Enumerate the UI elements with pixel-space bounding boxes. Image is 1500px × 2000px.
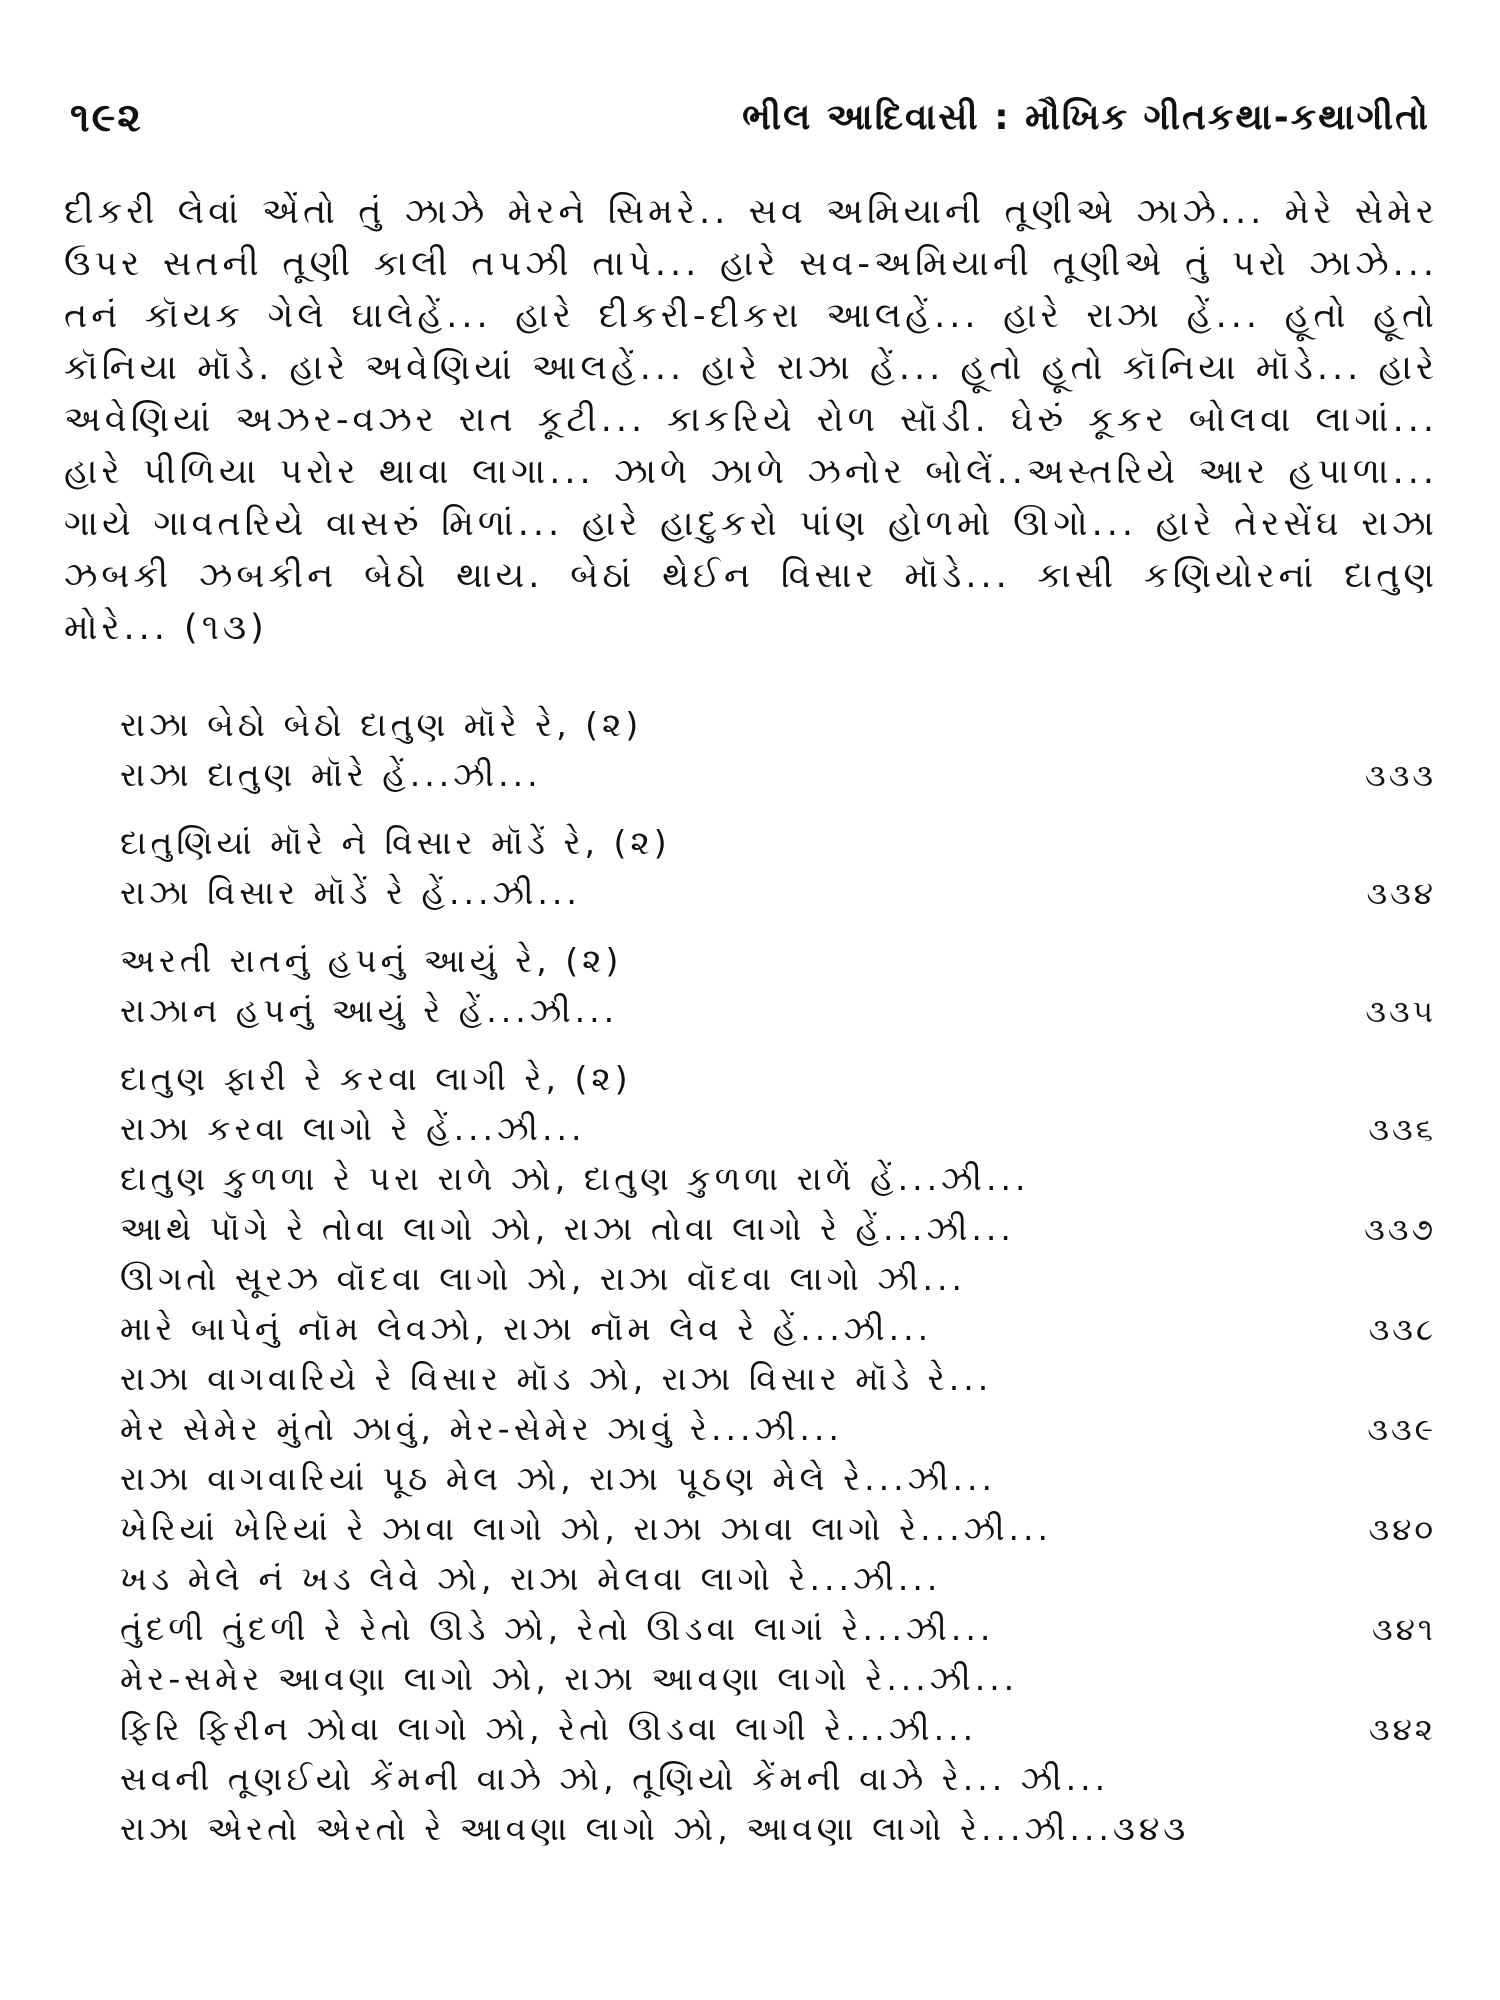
verse-text: સવની તૂણઈયો કેંમની વાઝે ઝો, તૂણિયો કેંમની વાઝે રે... ઝી... bbox=[120, 1759, 1110, 1798]
verse-line bbox=[120, 818, 1436, 868]
prose-paragraph: દીકરી લેવાં એંતો તું ઝાઝે મેરને સિમરે.. સવ અમિયાની તૂણીએ ઝાઝે... મેરે સેમેર ઉપર સતની તૂણી કાલી તપઝી તાપે... હારે સવ-અમિયાની તૂણીએ તું પરો ઝાઝે... તનં કૉયક ગેલે ઘાલેહેં... હારે દીકરી-દીકરા આલહેં... હારે રાઝા હેં... હૂતો હૂતો કૉનિયા મૉડે. હારે અવેણિયાં આલહેં... હારે રાઝા હેં... હૂતો હૂતો કૉનિયા મૉડે... હારે અવેણિયાં અઝર-વઝર રાત કૂટી... કાકરિયે રોળ સૉડી. ઘેરું કૂકર બોલવા લાગાં... હારે પીળિયા પરોર થાવા લાગા... ઝાળે ઝાળે ઝનોર બોલેં..અસ્તરિયે આર હપાળા... ગાયે ગાવતરિયે વાસરું મિળાં... હારે હાદુકરો પાંણ હોળમો ઊગો... હારે તેરસેંઘ રાઝા ઝબકી ઝબકીન બેઠો થાય. બેઠાં થેઈન વિસાર મૉડે... કાસી કણિયોરનાં દાતુણ મોરે... (૧૩) bbox=[64, 192, 1438, 648]
verse-text: તુંદળી તુંદળી રે રેતો ઊડે ઝો, રેતો ઊડવા લાગાં રે...ઝી... bbox=[120, 1609, 995, 1648]
verse-line bbox=[120, 1504, 1436, 1554]
verse-line bbox=[120, 1254, 1436, 1304]
page-number: ૧૯૨ bbox=[70, 95, 143, 141]
verse-line bbox=[120, 1104, 1436, 1154]
verse-number: ૩૩૩ bbox=[1365, 758, 1436, 794]
verse-line bbox=[120, 986, 1436, 1036]
verse-text: ફિરિ ફિરીન ઝોવા લાગો ઝો, રેતો ઊડવા લાગી રે...ઝી... bbox=[120, 1709, 978, 1748]
verse-text: રાઝા દાતુણ મૉરે હેં...ઝી... bbox=[120, 755, 542, 794]
verse-line bbox=[120, 1304, 1436, 1354]
verse-line bbox=[120, 1454, 1436, 1504]
verse-line bbox=[120, 1704, 1436, 1754]
verse-text: રાઝાન હપનું આયું રે હેં...ઝી... bbox=[120, 991, 619, 1030]
verse-text: ઊગતો સૂરઝ વૉદવા લાગો ઝો, રાઝા વૉદવા લાગો ઝી... bbox=[120, 1259, 966, 1298]
verse-text: રાઝા વાગવારિયે રે વિસાર મૉડ ઝો, રાઝા વિસાર મૉડે રે... bbox=[120, 1359, 993, 1398]
verse-number: ૩૩૬ bbox=[1368, 1112, 1436, 1148]
verse-line bbox=[120, 1804, 1436, 1854]
verse-number: ૩૩૮ bbox=[1368, 1312, 1436, 1348]
verse-line bbox=[120, 936, 1436, 986]
verse-number: ૩૪૧ bbox=[1371, 1612, 1436, 1648]
verse-text: દાતુણિયાં મૉરે ને વિસાર મૉડેં રે, (૨) bbox=[120, 823, 671, 862]
verse-text: મેર સેમેર મુંતો ઝાવું, મેર-સેમેર ઝાવું રે...ઝી... bbox=[120, 1409, 843, 1448]
verse-section bbox=[120, 700, 1436, 1854]
verse-text: દાતુણ ફારી રે કરવા લાગી રે, (૨) bbox=[120, 1059, 632, 1098]
verse-text: ખડ મેલે નં ખડ લેવે ઝો, રાઝા મેલવા લાગો રે...ઝી... bbox=[120, 1559, 942, 1598]
verse-text: આથે પૉગે રે તોવા લાગો ઝો, રાઝા તોવા લાગો રે હેં...ઝી... bbox=[120, 1209, 1015, 1248]
verse-text: મેર-સમેર આવણા લાગો ઝો, રાઝા આવણા લાગો રે...ઝી... bbox=[120, 1659, 1019, 1698]
page-header bbox=[70, 88, 1430, 148]
verse-line bbox=[120, 1404, 1436, 1454]
verse-line bbox=[120, 1054, 1436, 1104]
verse-text: રાઝા કરવા લાગો રે હેં...ઝી... bbox=[120, 1109, 586, 1148]
verse-line bbox=[120, 1654, 1436, 1704]
verse-line bbox=[120, 1204, 1436, 1254]
verse-line bbox=[120, 750, 1436, 800]
verse-line bbox=[120, 1154, 1436, 1204]
running-title: ભીલ આદિવાસી : મૌખિક ગીતકથા-કથાગીતો bbox=[742, 97, 1430, 138]
verse-text: ખેરિયાં ખેરિયાં રે ઝાવા લાગો ઝો, રાઝા ઝાવા લાગો રે...ઝી... bbox=[120, 1509, 1053, 1548]
verse-number: ૩૩૫ bbox=[1365, 994, 1436, 1030]
verse-line bbox=[120, 1554, 1436, 1604]
verse-line bbox=[120, 700, 1436, 750]
verse-text: રાઝા વાગવારિયાં પૂઠ મેલ ઝો, રાઝા પૂઠણ મેલે રે...ઝી... bbox=[120, 1459, 997, 1498]
verse-number: ૩૩૪ bbox=[1366, 876, 1436, 912]
verse-number: ૩૩૭ bbox=[1364, 1212, 1436, 1248]
verse-line bbox=[120, 868, 1436, 918]
verse-number: ૩૩૯ bbox=[1367, 1412, 1436, 1448]
verse-text: રાઝા એરતો એરતો રે આવણા લાગો ઝો, આવણા લાગો રે...ઝી...૩૪૩ bbox=[120, 1809, 1190, 1848]
verse-text: રાઝા બેઠો બેઠો દાતુણ મૉરે રે, (૨) bbox=[120, 705, 643, 744]
verse-line bbox=[120, 1604, 1436, 1654]
verse-text: રાઝા વિસાર મૉડેં રે હેં...ઝી... bbox=[120, 873, 581, 912]
verse-line bbox=[120, 1754, 1436, 1804]
verse-number: ૩૪૨ bbox=[1368, 1712, 1436, 1748]
verse-text: દાતુણ કુળળા રે પરા રાળે ઝો, દાતુણ કુળળા રાળેં હેં...ઝી... bbox=[120, 1159, 1030, 1198]
verse-line bbox=[120, 1354, 1436, 1404]
verse-number: ૩૪૦ bbox=[1368, 1512, 1436, 1548]
verse-text: મારે બાપેનું નૉમ લેવઝો, રાઝા નૉમ લેવ રે હેં...ઝી... bbox=[120, 1309, 933, 1348]
verse-text: અરતી રાતનું હપનું આયું રે, (૨) bbox=[120, 941, 623, 980]
